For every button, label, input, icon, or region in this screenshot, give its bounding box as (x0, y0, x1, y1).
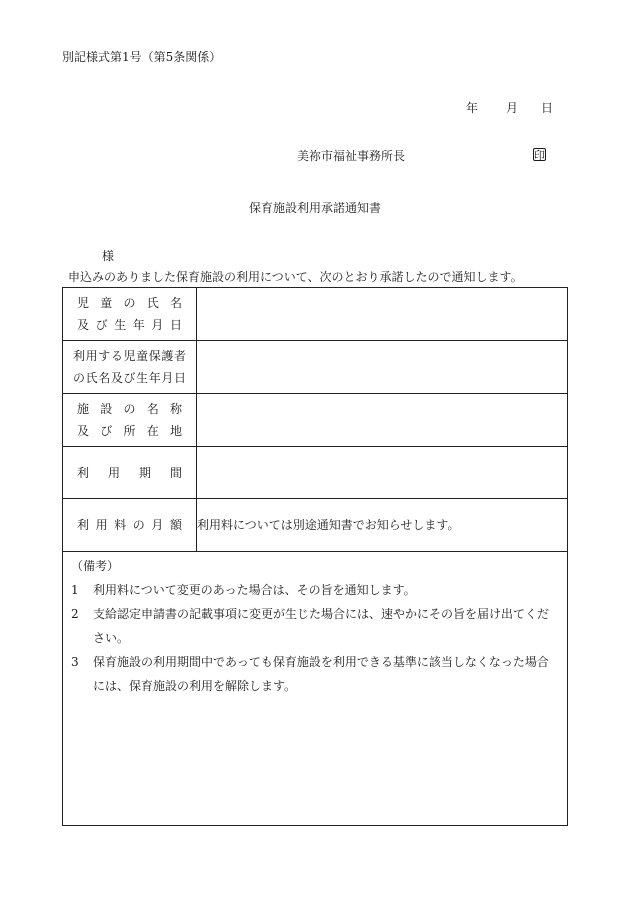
remarks-item-text: 保育施設の利用期間中であっても保育施設を利用できる基準に該当しなくなった場合には、保育施設の利用を解除します。 (93, 655, 549, 693)
table-row (63, 288, 568, 341)
remarks-item-number: 1 (71, 583, 79, 597)
date-day: 日 (541, 101, 554, 115)
label-cell (63, 288, 197, 341)
date-month: 月 (506, 101, 519, 115)
remarks-item-text: 利用料について変更のあった場合は、その旨を通知します。 (93, 583, 416, 597)
label-cell (63, 394, 197, 447)
label-line: 利 用 料 の 月 額 (77, 518, 182, 532)
table-row (63, 447, 568, 499)
label-line: 及 び 所 在 地 (77, 424, 182, 438)
remarks-item (71, 602, 559, 650)
intro-text: 申込みのありました保育施設の利用について、次のとおり承諾したので通知します。 (68, 270, 523, 284)
table-row (63, 341, 568, 394)
label-cell (63, 499, 197, 552)
label-line: 及 び 生 年 月 日 (77, 318, 182, 332)
remarks-heading: （備考） (71, 559, 120, 573)
value-cell: 利用料については別途通知書でお知らせします。 (197, 499, 568, 552)
document-title: 保育施設利用承諾通知書 (248, 201, 381, 215)
form-number: 別記様式第1号（第5条関係） (62, 50, 222, 64)
label-line: の氏名及び生年月日 (73, 371, 186, 385)
table-row (63, 499, 568, 552)
label-line: 児 童 の 氏 名 (77, 296, 182, 310)
value-cell (197, 341, 568, 394)
remarks-item (71, 650, 559, 698)
value-cell (197, 394, 568, 447)
remarks-item-text: 支給認定申請書の記載事項に変更が生じた場合には、速やかにその旨を届け出てください。 (93, 607, 550, 645)
issuer-name: 美祢市福祉事務所長 (297, 149, 406, 163)
label-cell (63, 341, 197, 394)
details-table (62, 287, 568, 552)
label-line: 利 用 期 間 (77, 465, 182, 480)
label-line: 利用する児童保護者 (73, 349, 186, 363)
label-line: 施 設 の 名 称 (77, 402, 182, 416)
value-cell (197, 288, 568, 341)
remarks-item-number: 3 (71, 655, 79, 669)
remarks-item (71, 578, 559, 602)
recipient-suffix: 様 (102, 249, 115, 263)
table-row (63, 394, 568, 447)
date-year: 年 (466, 101, 479, 115)
remarks-item-number: 2 (71, 607, 79, 621)
remarks-section (62, 548, 568, 826)
value-cell (197, 447, 568, 499)
seal-mark: 印 (534, 149, 545, 162)
label-cell (63, 447, 197, 499)
